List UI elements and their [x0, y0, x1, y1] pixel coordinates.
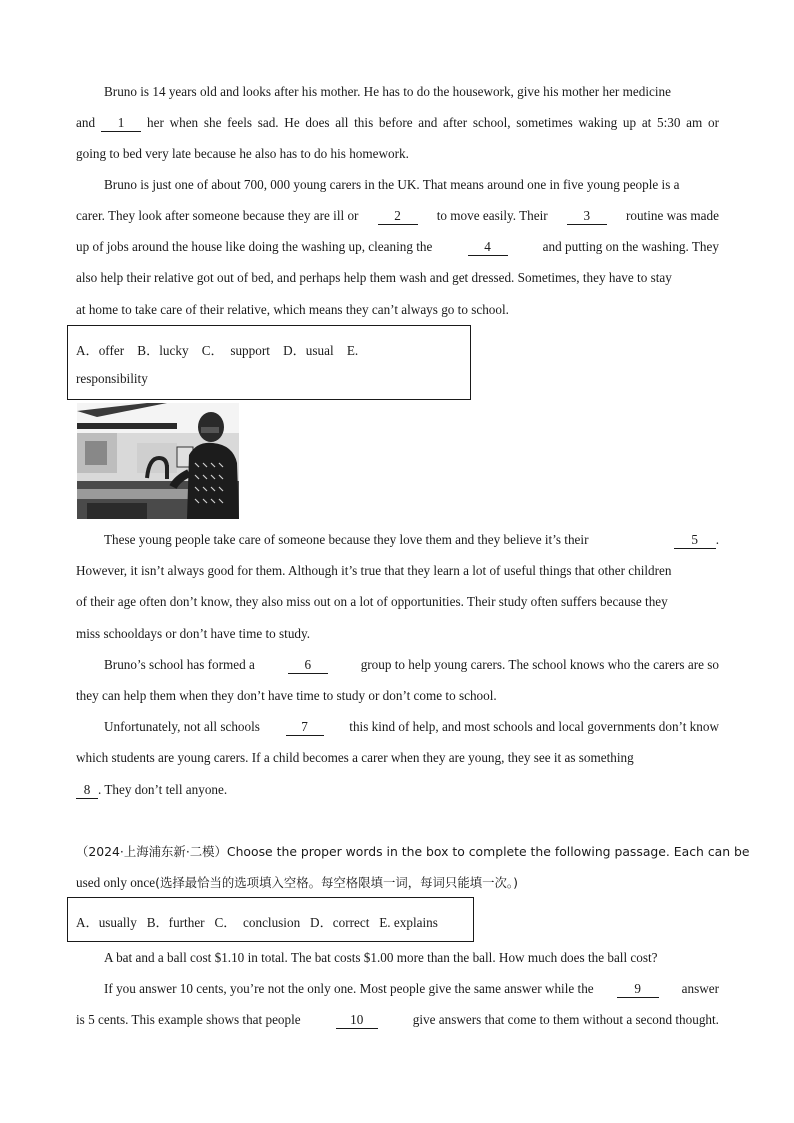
p2-line3 — [76, 238, 719, 256]
p4-text1a: Bruno’s school has formed a — [104, 657, 255, 672]
p2-text1: Bruno is just one of about 700, 000 young carers in the UK. That means around one in five young people is a — [104, 177, 680, 192]
p4-text2: they can help them when they don’t have time to study or don’t come to school. — [76, 688, 497, 703]
blank-7[interactable]: 7 — [286, 720, 324, 736]
p2-line5 — [76, 301, 719, 319]
p4-line2 — [76, 687, 719, 705]
p5-text1a: Unfortunately, not all schools — [104, 719, 260, 734]
p1-text3: going to bed very late because he also has to do his homework. — [76, 146, 409, 161]
p1-text1: Bruno is 14 years old and looks after his mother. He has to do the housework, give his mother her medicine — [104, 84, 671, 99]
p6-text2a: If you answer 10 cents, you’re not the only one. Most people give the same answer while the — [104, 981, 594, 996]
blank-4[interactable]: 4 — [468, 240, 508, 256]
p2-text3b: and putting on the washing. They — [542, 239, 719, 254]
p5-text3: . They don’t tell anyone. — [98, 782, 228, 797]
p5-line1 — [104, 718, 719, 736]
options-box-2 — [67, 897, 474, 942]
blank-2[interactable]: 2 — [378, 209, 418, 225]
instruction-line2 — [76, 874, 719, 892]
p3-text2: However, it isn’t always good for them. Although it’s true that they learn a lot of useful things that other children — [76, 563, 672, 578]
p2-text5: at home to take care of their relative, which means they can’t always go to school. — [76, 302, 509, 317]
p1-line3 — [76, 145, 719, 163]
instruction-line1 — [76, 843, 750, 861]
photo-young-carer-image — [77, 403, 239, 519]
options-box-1-row1: A．offer B．lucky C． support D．usual E. — [76, 343, 359, 358]
p3-line2 — [76, 562, 719, 580]
blank-8[interactable]: 8 — [76, 783, 98, 799]
p1-text2a: and — [76, 115, 96, 130]
options-box-1-row2: responsibility — [76, 371, 148, 386]
p2-line1 — [104, 176, 719, 194]
p3-line3 — [76, 593, 719, 611]
options-box-1 — [67, 325, 471, 400]
blank-6[interactable]: 6 — [288, 658, 328, 674]
p2-text4: also help their relative got out of bed, and perhaps help them wash and get dressed. Sometimes, they have to stay — [76, 270, 672, 285]
blank-10[interactable]: 10 — [336, 1013, 378, 1029]
p6-line1 — [104, 949, 719, 967]
p6-text3b: give answers that come to them without a second thought. — [412, 1012, 719, 1027]
p5-line2 — [76, 749, 719, 767]
p4-line1 — [104, 656, 719, 674]
photo-young-carer — [77, 403, 239, 519]
p3-text1a: These young people take care of someone because they love them and they believe it’s their — [104, 532, 589, 547]
p2-text3a: up of jobs around the house like doing the washing up, cleaning the — [76, 239, 433, 254]
p5-text1b: this kind of help, and most schools and local governments don’t know — [349, 719, 719, 734]
p6-text2b: answer — [681, 981, 719, 996]
options-box-2-row1: A．usually B．further C． conclusion D．correct E. explains — [76, 915, 438, 930]
instruction-text2b: (选择最恰当的选项填入空格。每空格限填一词，每词只能填一次。) — [155, 875, 518, 890]
p3-line1 — [104, 531, 719, 549]
p5-line3 — [76, 781, 719, 799]
blank-9[interactable]: 9 — [617, 982, 659, 998]
p3-text3: of their age often don’t know, they also miss out on a lot of opportunities. Their study often suffers because they — [76, 594, 668, 609]
p2-text2a: carer. They look after someone because they are ill or — [76, 208, 359, 223]
p6-text3a: is 5 cents. This example shows that people — [76, 1012, 301, 1027]
blank-1[interactable]: 1 — [101, 116, 141, 132]
p6-line2 — [104, 980, 719, 998]
p3-text1b: . — [715, 532, 719, 547]
blank-5[interactable]: 5 — [674, 533, 716, 549]
p6-text1: A bat and a ball cost $1.10 in total. The bat costs $1.00 more than the ball. How much does the ball cost? — [104, 950, 658, 965]
p3-line4 — [76, 625, 719, 643]
p3-text4: miss schooldays or don’t have time to study. — [76, 626, 311, 641]
p1-line1 — [104, 83, 719, 101]
p2-line2 — [76, 207, 719, 225]
p6-line3 — [76, 1011, 719, 1029]
p1-text2b: her when she feels sad. He does all this before and after school, sometimes waking up at 5:30 am or — [147, 115, 719, 130]
blank-3[interactable]: 3 — [567, 209, 607, 225]
p2-text2b: to move easily. Their — [436, 208, 548, 223]
instruction-text2a: used only once — [76, 875, 156, 890]
p5-text2: which students are young carers. If a child becomes a carer when they are young, they see it as something — [76, 750, 634, 765]
instruction-text1: （2024·上海浦东新·二模）Choose the proper words in the box to complete the following passage. Each can be — [76, 844, 750, 859]
p2-text2c: routine was made — [625, 208, 719, 223]
p2-line4 — [76, 269, 719, 287]
p1-line2 — [76, 114, 719, 132]
p4-text1b: group to help young carers. The school knows who the carers are so — [360, 657, 719, 672]
